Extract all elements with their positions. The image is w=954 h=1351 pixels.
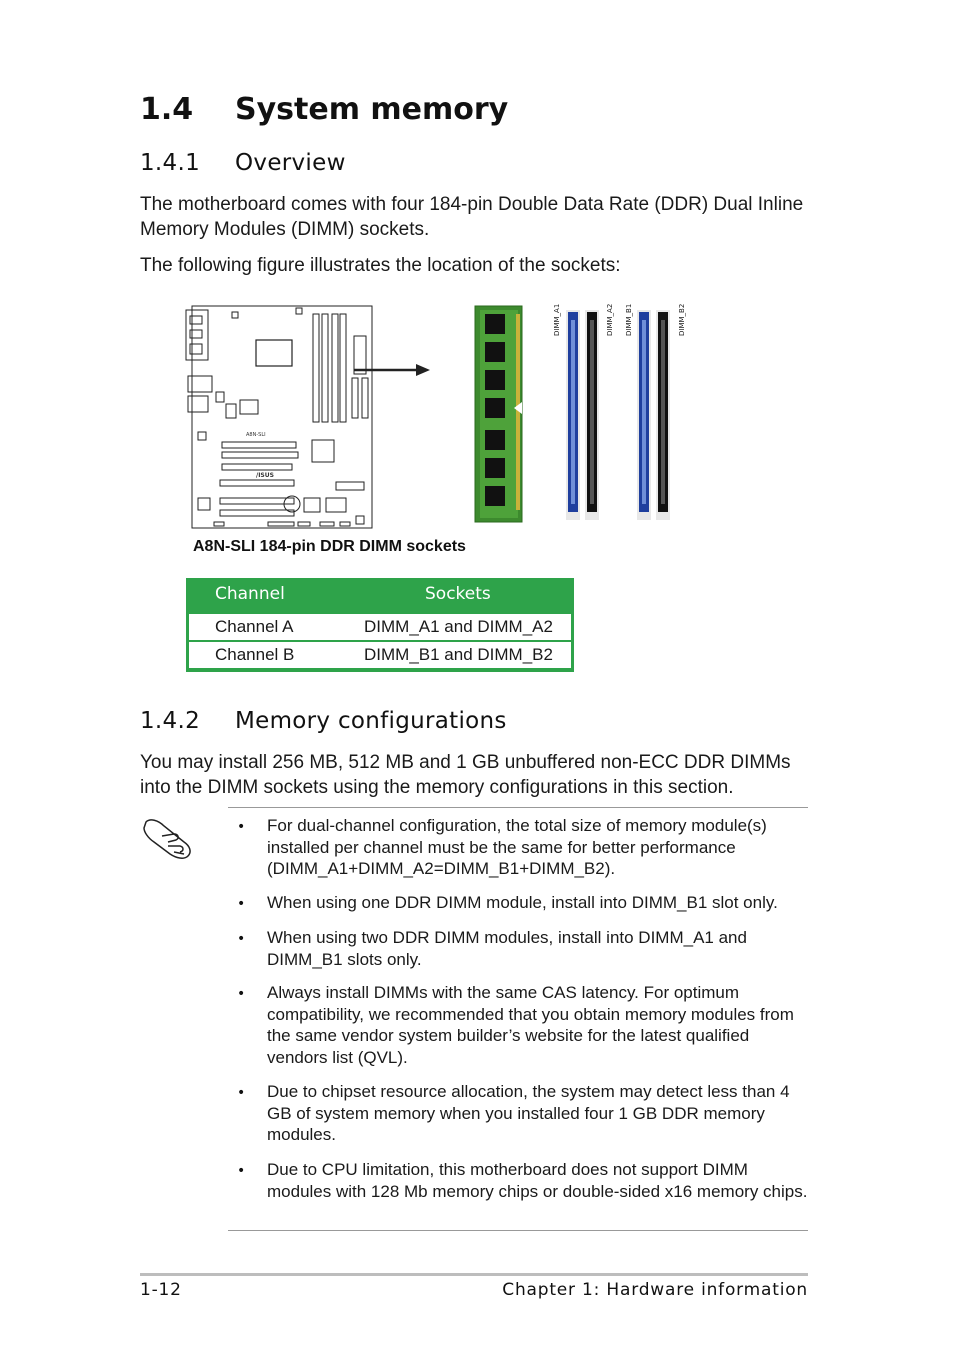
- bullet-symbol: •: [237, 931, 246, 947]
- brand-logo: /ISUS: [256, 472, 274, 479]
- note-item: When using two DDR DIMM modules, install into DIMM_A1 and DIMM_B1 slots only.: [267, 928, 747, 969]
- table-header: [186, 578, 574, 611]
- overview-heading: [140, 150, 346, 176]
- table-row: [189, 642, 571, 668]
- bullet-symbol: •: [237, 1085, 246, 1101]
- hand-note-icon: [140, 812, 198, 862]
- motherboard-diagram: [186, 306, 372, 528]
- header-sockets: Sockets: [425, 584, 491, 604]
- overview-paragraph-1: The motherboard comes with four 184-pin Double Data Rate (DDR) Dual Inline Memory Modules (DIMM) sockets.: [140, 194, 804, 240]
- label-dimm-a1: DIMM_A1: [553, 303, 561, 336]
- section-number: 1.4: [140, 92, 194, 127]
- page-number: 1-12: [140, 1280, 182, 1300]
- slot-dimm-a1: [566, 310, 580, 520]
- cell-channel: Channel A: [215, 617, 294, 636]
- overview-paragraph-2: The following figure illustrates the location of the sockets:: [140, 255, 621, 276]
- bullet-symbol: •: [237, 896, 246, 912]
- label-dimm-b2: DIMM_B2: [678, 303, 686, 336]
- note-top-rule: [228, 807, 808, 808]
- figure-caption: A8N-SLI 184-pin DDR DIMM sockets: [193, 538, 466, 555]
- note-item: When using one DDR DIMM module, install into DIMM_B1 slot only.: [267, 893, 778, 912]
- note-item: Due to chipset resource allocation, the system may detect less than 4 GB of system memory when you installed four 1 GB DDR memory modules.: [267, 1082, 790, 1145]
- section-title: [140, 92, 508, 127]
- dimm-sockets-figure: [180, 292, 720, 537]
- memory-config-title: Memory configurations: [235, 708, 507, 734]
- label-dimm-b1: DIMM_B1: [625, 303, 633, 336]
- slot-dimm-b1: [637, 310, 651, 520]
- overview-title: Overview: [235, 150, 346, 176]
- bullet-symbol: •: [237, 819, 246, 835]
- memory-config-paragraph: You may install 256 MB, 512 MB and 1 GB unbuffered non-ECC DDR DIMMs into the DIMM sockets using the memory configurations in this section.: [140, 752, 791, 798]
- note-item: For dual-channel configuration, the total size of memory module(s) installed per channel must be the same for better performance (DIMM_A1+DIMM_A2=DIMM_B1+DIMM_B2).: [267, 816, 767, 879]
- overview-number: 1.4.1: [140, 150, 201, 176]
- header-channel: Channel: [215, 584, 285, 604]
- section-title-text: System memory: [235, 92, 509, 127]
- bullet-symbol: •: [237, 986, 246, 1002]
- cell-sockets: DIMM_B1 and DIMM_B2: [364, 645, 553, 664]
- memory-config-heading: [140, 708, 507, 734]
- note-item: Always install DIMMs with the same CAS latency. For optimum compatibility, we recommended that you obtain memory modules from the same vendor system builder’s website for the latest qualified vendors list (QVL).: [267, 983, 794, 1068]
- dimm-slots: [566, 310, 670, 520]
- note-item: Due to CPU limitation, this motherboard does not support DIMM modules with 128 Mb memory chips or double-sided x16 memory chips.: [267, 1160, 808, 1201]
- slot-dimm-b2: [656, 310, 670, 520]
- memory-module: [475, 306, 522, 522]
- memory-config-number: 1.4.2: [140, 708, 201, 734]
- footer-rule: [140, 1273, 808, 1276]
- cell-sockets: DIMM_A1 and DIMM_A2: [364, 617, 553, 636]
- slot-dimm-a2: [585, 310, 599, 520]
- board-label: A8N-SLI: [246, 432, 266, 438]
- label-dimm-a2: DIMM_A2: [606, 303, 614, 336]
- table-row: [189, 614, 571, 640]
- cell-channel: Channel B: [215, 645, 295, 664]
- note-bottom-rule: [228, 1230, 808, 1231]
- chapter-title: Chapter 1: Hardware information: [502, 1280, 808, 1300]
- channel-table: [186, 578, 574, 672]
- bullet-symbol: •: [237, 1163, 246, 1179]
